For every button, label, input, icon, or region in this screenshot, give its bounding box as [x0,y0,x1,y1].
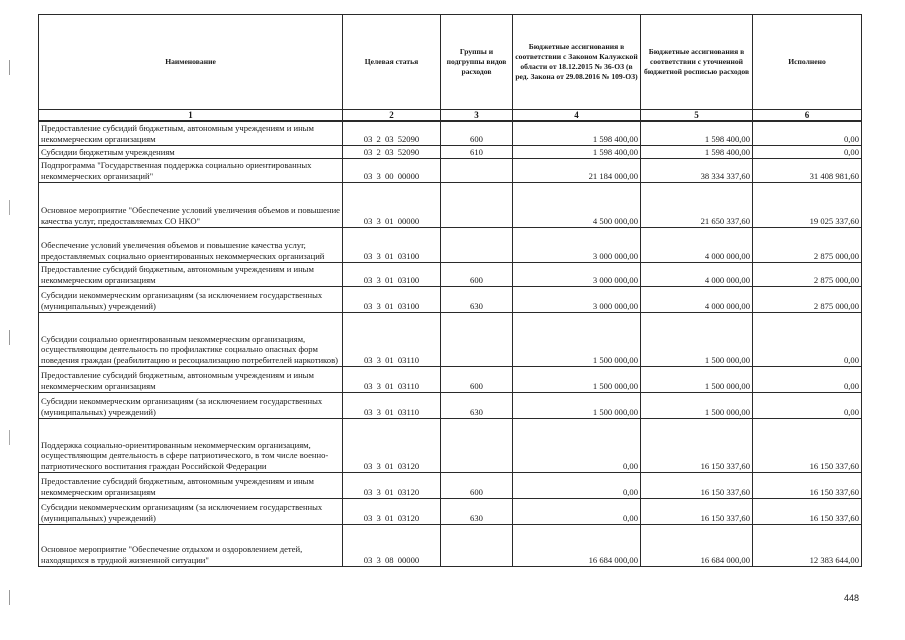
table-row [39,262,862,286]
row-code: 03 3 01 03100 [343,262,441,286]
table-row [39,498,862,524]
row-executed-amount: 0,00 [753,145,862,158]
row-law-amount: 1 500 000,00 [513,312,641,366]
row-refined-amount: 1 598 400,00 [641,121,753,145]
row-group: 600 [441,472,513,498]
table-row [39,366,862,392]
row-executed-amount: 2 875 000,00 [753,262,862,286]
column-number: 5 [641,110,753,122]
table-row [39,145,862,158]
header-refined-allocations: Бюджетные ассигнования в соответствии с уточненной бюджетной росписью расходов [641,15,753,110]
header-law-allocations: Бюджетные ассигнования в соответствии с Законом Калужской области от 18.12.2015 № 36-ОЗ (в ред. Закона от 29.08.2016 № 109-ОЗ) [513,15,641,110]
row-executed-amount: 16 150 337,60 [753,472,862,498]
row-code: 03 3 01 03100 [343,227,441,262]
row-name: Предоставление субсидий бюджетным, автономным учреждениям и иным некоммерческим организациям [39,262,343,286]
row-group: 610 [441,145,513,158]
column-number: 1 [39,110,343,122]
row-law-amount: 3 000 000,00 [513,286,641,312]
table-row [39,472,862,498]
row-law-amount: 0,00 [513,472,641,498]
row-law-amount: 0,00 [513,418,641,472]
row-refined-amount: 38 334 337,60 [641,158,753,182]
row-name: Поддержка социально-ориентированным некоммерческим организациям, осуществляющим деятельность в сфере патриотического, в том числе военно-патриотического воспитания граждан Российской Федерации [39,418,343,472]
row-law-amount: 1 598 400,00 [513,121,641,145]
row-name: Субсидии некоммерческим организациям (за исключением государственных (муниципальных) учреждений) [39,286,343,312]
budget-table [38,14,862,567]
table-row [39,312,862,366]
row-name: Предоставление субсидий бюджетным, автономным учреждениям и иным некоммерческим организациям [39,121,343,145]
column-number: 3 [441,110,513,122]
row-name: Подпрограмма "Государственная поддержка социально ориентированных некоммерческих организаций" [39,158,343,182]
row-refined-amount: 16 684 000,00 [641,524,753,566]
row-code: 03 2 03 52090 [343,145,441,158]
row-group: 600 [441,366,513,392]
column-number: 6 [753,110,862,122]
table-row [39,121,862,145]
row-law-amount: 1 500 000,00 [513,366,641,392]
scan-edge-mark [9,0,10,640]
column-number: 2 [343,110,441,122]
row-name: Субсидии социально ориентированным некоммерческим организациям, осуществляющим деятельность по профилактике социально опасных форм поведения граждан (реабилитацию и ресоциализацию потребителей наркотиков) [39,312,343,366]
row-executed-amount: 12 383 644,00 [753,524,862,566]
header-executed: Исполнено [753,15,862,110]
row-code: 03 3 01 03120 [343,418,441,472]
row-law-amount: 3 000 000,00 [513,227,641,262]
row-refined-amount: 4 000 000,00 [641,227,753,262]
row-group: 600 [441,262,513,286]
row-refined-amount: 4 000 000,00 [641,262,753,286]
table-header [39,15,862,122]
row-law-amount: 4 500 000,00 [513,182,641,227]
row-group: 630 [441,392,513,418]
table-row [39,392,862,418]
row-code: 03 3 00 00000 [343,158,441,182]
row-group [441,418,513,472]
row-name: Субсидии некоммерческим организациям (за исключением государственных (муниципальных) учреждений) [39,392,343,418]
row-refined-amount: 1 598 400,00 [641,145,753,158]
row-refined-amount: 1 500 000,00 [641,366,753,392]
row-law-amount: 0,00 [513,498,641,524]
row-group: 630 [441,286,513,312]
row-executed-amount: 0,00 [753,366,862,392]
row-refined-amount: 4 000 000,00 [641,286,753,312]
row-name: Обеспечение условий увеличения объемов и повышение качества услуг, предоставляемых социально ориентированных некоммерческих организаций [39,227,343,262]
row-law-amount: 1 500 000,00 [513,392,641,418]
table-row [39,182,862,227]
row-name: Основное мероприятие "Обеспечение условий увеличения объемов и повышение качества услуг, предоставляемых СО НКО" [39,182,343,227]
row-group: 600 [441,121,513,145]
column-number: 4 [513,110,641,122]
header-expense-groups: Группы и подгруппы видов расходов [441,15,513,110]
row-refined-amount: 16 150 337,60 [641,418,753,472]
table-row [39,418,862,472]
page-number: 448 [843,593,859,603]
row-group: 630 [441,498,513,524]
table-row [39,227,862,262]
row-code: 03 3 01 03120 [343,498,441,524]
row-group [441,312,513,366]
row-executed-amount: 16 150 337,60 [753,418,862,472]
row-law-amount: 16 684 000,00 [513,524,641,566]
row-law-amount: 1 598 400,00 [513,145,641,158]
row-code: 03 3 01 03110 [343,392,441,418]
table-body [39,121,862,566]
row-code: 03 3 08 00000 [343,524,441,566]
row-code: 03 3 01 03100 [343,286,441,312]
row-name: Предоставление субсидий бюджетным, автономным учреждениям и иным некоммерческим организациям [39,472,343,498]
row-law-amount: 21 184 000,00 [513,158,641,182]
row-law-amount: 3 000 000,00 [513,262,641,286]
row-executed-amount: 31 408 981,60 [753,158,862,182]
row-refined-amount: 16 150 337,60 [641,498,753,524]
header-target-article: Целевая статья [343,15,441,110]
row-code: 03 2 03 52090 [343,121,441,145]
row-executed-amount: 0,00 [753,312,862,366]
table-row [39,158,862,182]
row-refined-amount: 21 650 337,60 [641,182,753,227]
row-group [441,227,513,262]
row-name: Субсидии некоммерческим организациям (за исключением государственных (муниципальных) учреждений) [39,498,343,524]
row-group [441,524,513,566]
row-executed-amount: 16 150 337,60 [753,498,862,524]
row-code: 03 3 01 03110 [343,366,441,392]
row-executed-amount: 2 875 000,00 [753,227,862,262]
table-row [39,524,862,566]
row-code: 03 3 01 03110 [343,312,441,366]
row-refined-amount: 16 150 337,60 [641,472,753,498]
header-name: Наименование [39,15,343,110]
row-refined-amount: 1 500 000,00 [641,312,753,366]
row-refined-amount: 1 500 000,00 [641,392,753,418]
row-executed-amount: 0,00 [753,121,862,145]
row-group [441,182,513,227]
row-name: Основное мероприятие "Обеспечение отдыхом и оздоровлением детей, находящихся в трудной жизненной ситуации" [39,524,343,566]
row-name: Субсидии бюджетным учреждениям [39,145,343,158]
row-code: 03 3 01 00000 [343,182,441,227]
row-group [441,158,513,182]
row-name: Предоставление субсидий бюджетным, автономным учреждениям и иным некоммерческим организациям [39,366,343,392]
row-executed-amount: 0,00 [753,392,862,418]
row-executed-amount: 19 025 337,60 [753,182,862,227]
row-executed-amount: 2 875 000,00 [753,286,862,312]
table-row [39,286,862,312]
row-code: 03 3 01 03120 [343,472,441,498]
